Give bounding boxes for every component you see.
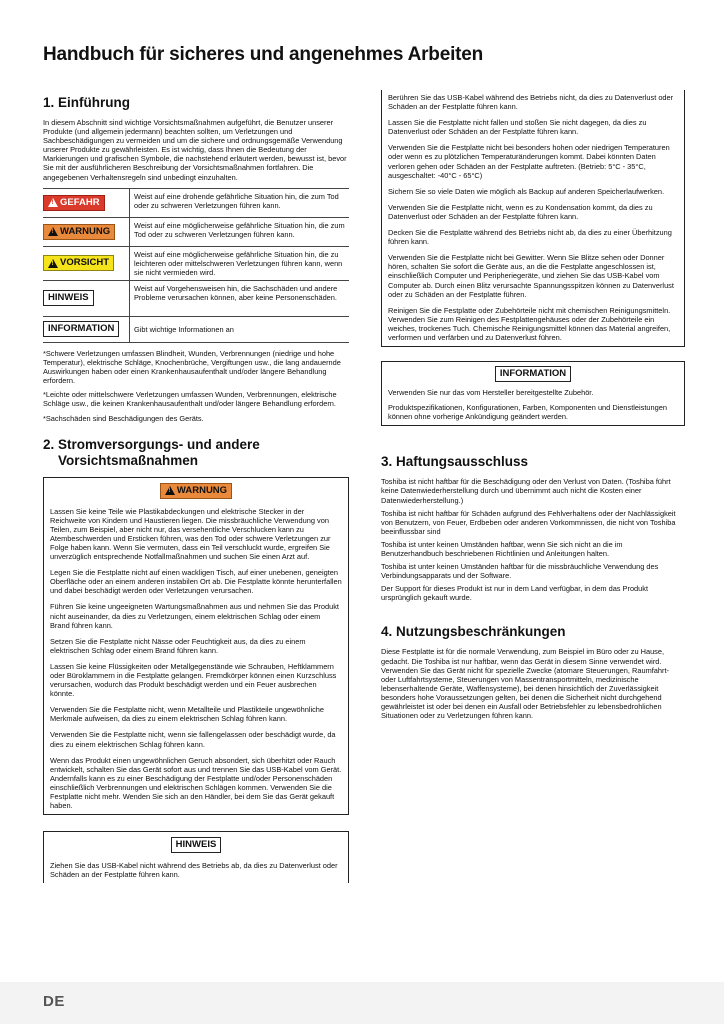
notice-box-continued [381,90,685,347]
notice-item: Decken Sie die Festplatte während des Betriebs nicht ab, da dies zu einer Überhitzung führen kann. [388,228,672,247]
info-item: Verwenden Sie nur das vom Hersteller bereitgestellte Zubehör. [388,388,594,398]
footnotes [43,349,349,423]
section-2-heading: 2. Stromversorgungs- und andere Vorsichtsmaßnahmen [43,436,260,468]
disclaimer-para: Toshiba ist unter keinen Umständen haftbar für die missbräuchliche Verwendung des Verbindungsapparats und der Software. [381,562,659,581]
information-box [381,361,685,426]
signal-row-notice [43,281,349,317]
warning-triangle-icon [48,198,58,207]
signal-row-caution [43,247,349,281]
notice-item: Reinigen Sie die Festplatte oder Zubehörteile nicht mit chemischen Reinigungsmitteln. Verwenden Sie zum Reinigen des Festplattengehäuses oder der Zubehörteile ein weiches, trockenes Tuch. Chemische Reinigungsmittel können das Material angreifen, verformen und verfärben und zu Datenverlust führen. [388,305,671,342]
disclaimer-para: Der Support für dieses Produkt ist nur in dem Land verfügbar, in dem das Produkt ursprünglich gekauft wurde. [381,584,649,603]
footnote: *Schwere Verletzungen umfassen Blindheit, Wunden, Verbrennungen (niedrige und hohe Temperatur), elektrische Schläge, Knochenbrüche, Vergiftungen usw., die lang andauernde Auswirkungen haben oder einen Krankenhausaufenthalt und/oder längere Behandlung erfordern. [43,348,341,386]
signal-desc: Weist auf eine möglicherweise gefährliche Situation hin, die zum Tod oder zu schweren Verletzungen führen kann. [129,218,349,246]
caution-badge: ! VORSICHT [43,255,114,271]
notice-item: Verwenden Sie die Festplatte nicht, wenn es zu Kondensation kommt, da dies zu Datenverlust oder Schäden an der Festplatte führen kann. [388,202,653,221]
notice-badge: HINWEIS [171,837,222,853]
notice-box [43,831,349,883]
signal-row-danger [43,189,349,218]
information-badge: INFORMATION [495,366,571,382]
signal-desc: Weist auf eine möglicherweise gefährliche Situation hin, die zu leichteren oder mittelschweren Verletzungen führen kann, wenn sie nicht vermieden wird. [129,247,349,280]
signal-row-information [43,317,349,343]
warning-badge: ! WARNUNG [43,224,115,240]
section-4-heading: 4. Nutzungsbeschränkungen [381,624,566,640]
signal-word-table [43,188,349,343]
warning-triangle-icon [48,227,58,236]
warning-item: Lassen Sie keine Teile wie Plastikabdeckungen und elektrische Stecker in der Reichweite von Kindern und Haustieren liegen. Die missbräuchliche Verwendung von Teilen, zum Beispiel, aber nicht nur, das versehentliche Verschlucken kann zu Atembeschwerden und Ersticken führen, was den Tod oder schwere Verletzungen zur Folge haben kann. Wenn Sie vermuten, dass ein Teil verschluckt wurde, ergreifen Sie unverzüglich entsprechende Notfallmaßnahmen und suchen Sie einen Arzt auf. [50,506,331,562]
warning-item: Legen Sie die Festplatte nicht auf einen wackligen Tisch, auf einer unebenen, geneigten Oberfläche oder an einem anderen instabilen Ort ab. Die Festplatte könnte herunterfallen und dabei beschädigt werden oder Verletzungen verursachen. [50,568,342,596]
notice-item: Verwenden Sie die Festplatte nicht bei Gewitter. Wenn Sie Blitze sehen oder Donner hören, schalten Sie sofort die Geräte aus, an die die Festplatte angeschlossen ist, einschließlich Computer und Peripheriegeräte, und ziehen Sie das USB-Kabel vom Computer ab. Durch einen Blitz verursachte Spannungsspitzen können zu Datenverlust oder zu Schäden an der Festplatte führen. [388,253,674,299]
warning-item: Wenn das Produkt einen ungewöhnlichen Geruch absondert, sich überhitzt oder Rauch entwickelt, schalten Sie das Gerät sofort aus und trennen Sie das USB-Kabel vom Gerät. Andernfalls kann es zu einer Beschädigung der Festplatte und/oder Personenschäden einschließlich Verbrennungen und elektrischen Schlägen kommen. Verwenden Sie die Festplatte nicht mehr. Wenden Sie sich an den Händler, bei dem Sie das Gerät gekauft haben. [50,755,342,811]
section-1-heading: 1. Einführung [43,95,130,110]
notice-item: Verwenden Sie die Festplatte nicht bei besonders hohen oder niedrigen Temperaturen oder wenn es zu plötzlichen Temperaturänderungen kommt. Dabei könnten Daten verloren gehen oder Schäden an der Festplatte auftreten. (Betrieb: 5°C - 35°C, ausgeschaltet: -40°C - 65°C) [388,143,670,180]
disclaimer-para: Toshiba ist nicht haftbar für Schäden aufgrund des Fehlverhaltens oder der Nachlässigkeit von Benutzern, von Feuer, Erdbeben oder anderen Vorkommnissen, die nicht von Toshiba beeinflussbar sind [381,508,676,536]
disclaimer-para: Toshiba ist nicht haftbar für die Beschädigung oder den Verlust von Daten. (Toshiba führt keine Datenwiederherstellung durch und übernimmt auch nicht die Kosten einer Datenwiederherstellung.) [381,477,671,505]
signal-desc: Weist auf eine drohende gefährliche Situation hin, die zum Tod oder zu schweren Verletzungen führen kann. [129,189,349,217]
warning-item: Verwenden Sie die Festplatte nicht, wenn Metallteile und Plastikteile ungewöhnliche Merkmale aufweisen, da dies zu einem elektrischen Schlag führen kann. [50,705,325,724]
warning-item: Verwenden Sie die Festplatte nicht, wenn sie fallengelassen oder beschädigt wurde, da dies zu einem elektrischen Schlag führen kann. [50,730,336,749]
warning-item: Führen Sie keine ungeeigneten Wartungsmaßnahmen aus und nehmen Sie das Produkt nicht auseinander, da dies zu Verletzungen, einem elektrischen Schlag oder einem Brand führen kann. [50,602,339,630]
notice-badge: HINWEIS [43,290,94,306]
footnote: *Sachschäden sind Beschädigungen des Geräts. [43,413,204,423]
signal-desc: Weist auf Vorgehensweisen hin, die Sachschäden und andere Probleme verursachen können, aber keine Personenschäden. [129,281,349,316]
page-title: Handbuch für sicheres und angenehmes Arbeiten [43,44,484,65]
left-column [43,95,349,883]
notice-item: Sichern Sie so viele Daten wie möglich als Backup auf anderen Speicherlaufwerken. [388,186,665,196]
warning-triangle-icon [48,259,58,268]
signal-row-warning [43,218,349,247]
footer-bar [0,982,724,1024]
warning-triangle-icon [165,486,175,495]
info-item: Produktspezifikationen, Konfigurationen, Farben, Komponenten und Dienstleistungen können ohne vorherige Ankündigung geändert werden. [388,403,667,422]
language-code: DE [43,993,65,1010]
signal-desc: Gibt wichtige Informationen an [129,317,349,342]
warning-item: Lassen Sie keine Flüssigkeiten oder Metallgegenstände wie Schrauben, Heftklammern oder Büroklammern in die Festplatte gelangen. Fremdkörper können einen Kurzschluss verursachen, wodurch das Produkt beschädigt werden und ein Feuer ausbrechen könnte. [50,661,337,699]
information-badge: INFORMATION [43,321,119,337]
warning-badge: ! WARNUNG [160,483,232,499]
section-3-heading: 3. Haftungsausschluss [381,454,529,470]
usage-para: Diese Festplatte ist für die normale Verwendung, zum Beispiel im Büro oder zu Hause, gedacht. Die Toshiba ist nur haftbar, wenn das Gerät in diesem Sinne verwendet wird. Verwenden Sie das Gerät nicht für spezielle Zwecke (atomare Steuerungen, Raumfahrt- oder Luftfahrtsysteme, Steuerungen von Massentransportmitteln, medizinische lebenserhaltende Geräte, Waffensysteme), bei denen hinsichtlich der Zuverlässigkeit besonders hohe Voraussetzungen gelten, bei denen die Sicherheit nicht durchgehend gewährleistet ist oder bei denen ein Ausfall oder Betriebsfehler zu lebensbedrohlichen Situationen oder zu Verletzungen führen kann. [381,647,669,721]
warning-box [43,477,349,816]
danger-badge: ! GEFAHR [43,195,105,211]
notice-item: Lassen Sie die Festplatte nicht fallen und stoßen Sie nicht dagegen, da dies zu Datenverlust oder Schäden an der Festplatte führen kann. [388,118,647,137]
right-column [381,90,685,720]
disclaimer-para: Toshiba ist unter keinen Umständen haftbar, wenn Sie sich nicht an die im Benutzerhandbuch beschriebenen Richtlinien und Anleitungen halten. [381,539,623,558]
notice-item: Ziehen Sie das USB-Kabel nicht während des Betriebs ab, da dies zu Datenverlust oder Schäden an der Festplatte führen kann. [50,861,338,880]
notice-item: Berühren Sie das USB-Kabel während des Betriebs nicht, da dies zu Datenverlust oder Schäden an der Festplatte führen kann. [388,93,674,112]
section-1-intro: In diesem Abschnitt sind wichtige Vorsichtsmaßnahmen aufgeführt, die Benutzer unserer Produkte (und allgemein jedermann) beachten sollten, um Verletzungen und Sachbeschädigungen zu vermeiden und um die sichere und ordnungsgemäße Verwendung unserer Produkte zu gewährleisten. Es ist wichtig, dass Ihnen die Bedeutung der Markierungen und grafischen Symbole, die nachstehend erläutert werden, bewusst ist, bevor Sie mit der ausführlicheren Beschreibung der Vorsichtsmaßnahmen fortfahren. Die angegebenen Verhaltensregeln sind unbedingt einzuhalten. [43,118,347,182]
warning-item: Setzen Sie die Festplatte nicht Nässe oder Feuchtigkeit aus, da dies zu einem elektrischen Schlag oder einem Brand führen kann. [50,636,306,655]
section-3-body [381,477,685,602]
footnote: *Leichte oder mittelschwere Verletzungen umfassen Wunden, Verbrennungen, elektrische Schläge usw., die keinen Krankenhausaufenthalt und/oder längere Behandlung erfordern. [43,390,337,409]
